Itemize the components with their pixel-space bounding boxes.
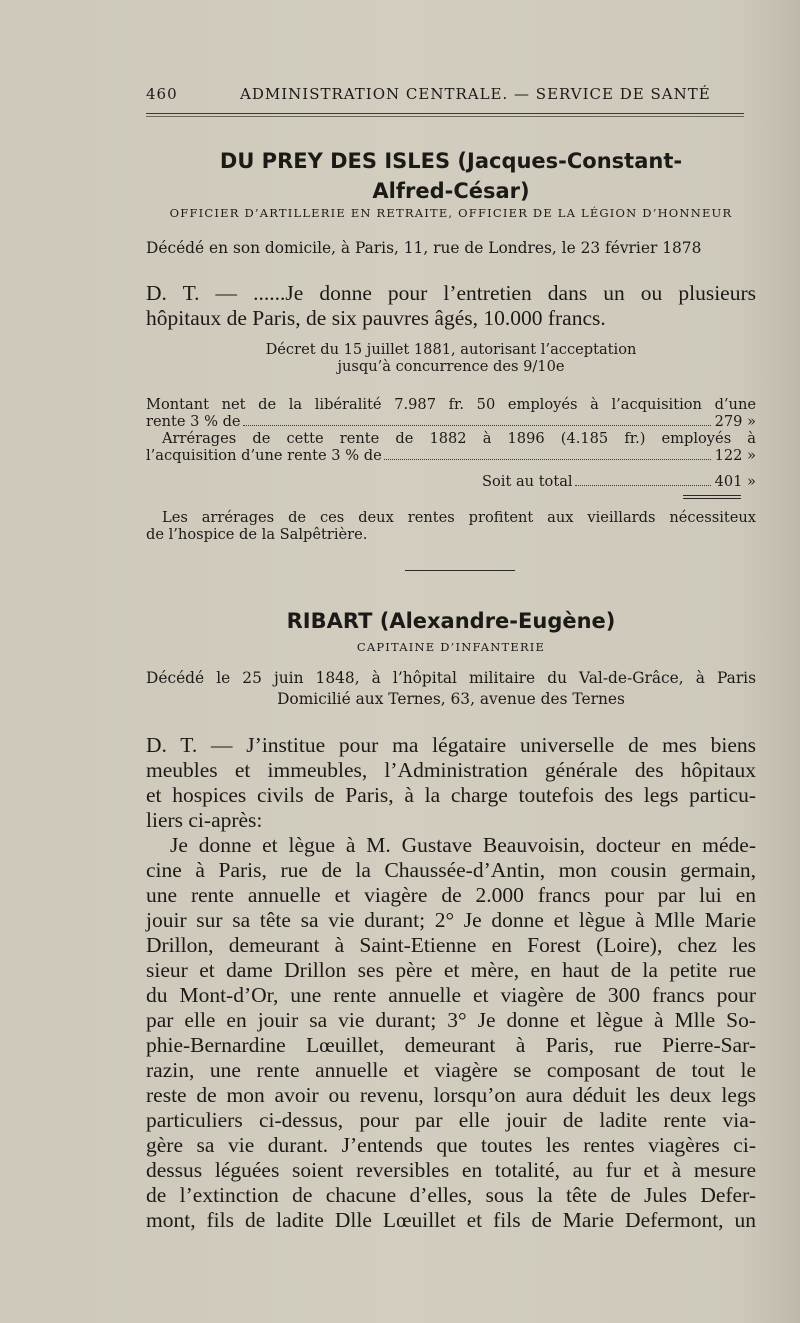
entry-1-amount-line: Montant net de la libéralité 7.987 fr. 50 employés à l’acquisition d’une [146,396,756,413]
total-double-rule [683,495,741,496]
entry-2-death: Décédé le 25 juin 1848, à l’hôpital militaire du Val-de-Grâce, à Paris [146,669,756,687]
page-number: 460 [146,85,178,103]
header-rule-thin [146,116,744,117]
entry-2-name: RIBART (Alexandre-Eugène) [286,609,616,633]
entry-1-bequest-line-1: D. T. — ......Je donne pour l’entretien dans un ou plusieurs [146,281,756,305]
header-rule [146,113,744,114]
entry-1-note-line-1: Les arrérages de ces deux rentes profitent aux vieillards nécessiteux [162,509,756,526]
total-double-rule-2 [683,498,741,499]
entry-1-total-row: Soit au total 401 » [482,473,756,490]
entry-1-name: DU PREY DES ISLES (Jacques-Constant- Alfred-César) [219,149,683,203]
entry-1-acquisition-row: l’acquisition d’une rente 3 % de 122 » [146,447,756,464]
section-divider [405,570,515,571]
entry-1-decree: Décret du 15 juillet 1881, autorisant l’acceptation jusqu’à concurrence des 9/10e [265,341,637,375]
entry-2-title: CAPITAINE D’INFANTERIE [356,640,546,654]
entry-1-title: OFFICIER D’ARTILLERIE EN RETRAITE, OFFICIER DE LA LÉGION D’HONNEUR [169,206,733,220]
entry-1-bequest-line-2: hôpitaux de Paris, de six pauvres âgés, 10.000 francs. [146,306,606,330]
entry-1-death: Décédé en son domicile, à Paris, 11, rue de Londres, le 23 février 1878 [146,239,702,257]
entry-2-domicile: Domicilié aux Ternes, 63, avenue des Ternes [277,690,625,708]
entry-1-rente-row: rente 3 % de 279 » [146,413,756,430]
entry-1-note-line-2: de l’hospice de la Salpêtrière. [146,526,368,543]
entry-1-arrerages-line: Arrérages de cette rente de 1882 à 1896 (4.185 fr.) employés à [162,430,756,447]
running-title: ADMINISTRATION CENTRALE. — SERVICE DE SANTÉ [240,85,711,103]
entry-2-testament: D. T. — J’institue pour ma légataire universelle de mes biens meubles et immeubles, l’Administration générale des hôpitaux et hospices civils de Paris, à la charge toutefois des legs particu- liers ci-après: Je donne et lègue à M. Gustave Beauvoisin, docteur en méde- cine à Paris, rue de la Chaussée-d’Antin, mon cousin germain, une rente annuelle et viagère de 2.000 francs pour par lui en jouir sur sa tête sa vie durant; 2° Je donne et lègue à Mlle Marie Drillon, demeurant à Saint-Etienne en Forest (Loire), chez les sieur et dame Drillon ses père et mère, en haut de la petite rue du Mont-d’Or, une rente annuelle et viagère de 300 francs pour par elle en jouir sa vie durant; 3° Je donne et lègue à Mlle So- phie-Bernardine Lœuillet, demeurant à Paris, rue Pierre-Sar- razin, une rente annuelle et viagère se composant de tout le reste de mon avoir ou revenu, lorsqu’on aura déduit les deux legs particuliers ci-dessus, pour par elle jouir de ladite rente via- gère sa vie durant. J’entends que toutes les rentes viagères ci- dessus léguées soient reversibles en totalité, au fur et à mesure de l’extinction de chacune d’elles, sous la tête de Jules Defer- mont, fils de ladite Dlle Lœuillet et fils de Marie Defermont, un [146,733,756,1232]
